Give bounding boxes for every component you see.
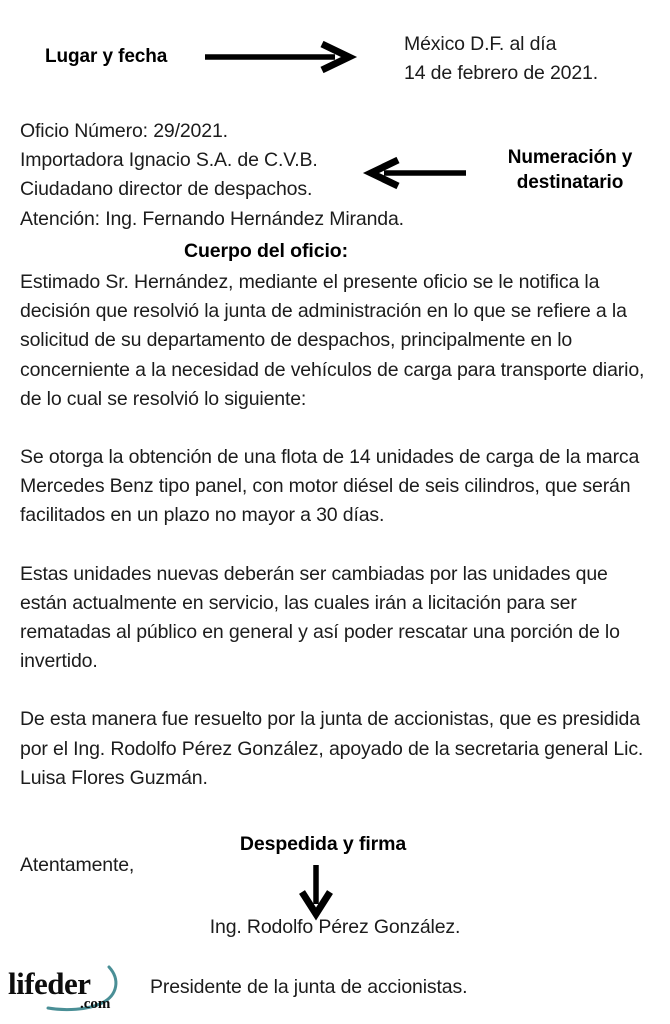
- annotation-cuerpo-del-oficio: Cuerpo del oficio:: [184, 240, 348, 262]
- lifeder-logo: [8, 962, 136, 1020]
- annotation-numeracion-line-2: destinatario: [516, 172, 624, 193]
- signature-role: Presidente de la junta de accionistas.: [150, 976, 468, 998]
- recipient-line: Ciudadano director de despachos.: [20, 178, 313, 201]
- closing-salutation: Atentamente,: [20, 854, 135, 876]
- date-line-2: 14 de febrero de 2021.: [404, 62, 599, 85]
- annotation-lugar-y-fecha: Lugar y fecha: [45, 46, 168, 67]
- arrow-left-icon: [368, 157, 468, 189]
- date-block: [404, 30, 654, 88]
- body-paragraphs: [20, 268, 648, 793]
- body-paragraph: Se otorga la obtención de una flota de 14 unidades de carga de la marca Mercedes Benz tipo panel, con motor diésel de seis cilindros, que serán facilitados en un plazo no mayor a 30 días.: [20, 446, 640, 527]
- attention-line: Atención: Ing. Fernando Hernández Miranda.: [20, 207, 404, 230]
- logo-wordmark: lifeder: [8, 966, 91, 1001]
- logo-dotcom: .com: [80, 996, 111, 1012]
- arrow-down-icon: [295, 864, 337, 916]
- arrow-right-icon: [203, 42, 353, 72]
- body-paragraph: Estas unidades nuevas deberán ser cambiadas por las unidades que están actualmente en servicio, las cuales irán a licitación para ser rematadas al público en general y así poder rescatar una porción de lo invertido.: [20, 562, 620, 673]
- annotation-numeracion-destinatario: [474, 145, 666, 195]
- oficio-number-line: Oficio Número: 29/2021.: [20, 120, 228, 142]
- annotation-despedida-y-firma: Despedida y firma: [239, 833, 407, 855]
- body-paragraph: De esta manera fue resuelto por la junta de accionistas, que es presidida por el Ing. Rodolfo Pérez González, apoyado de la secretaria general Lic. Luisa Flores Guzmán.: [20, 708, 644, 789]
- body-paragraph: Estimado Sr. Hernández, mediante el presente oficio se le notifica la decisión que resolvió la junta de administración en lo que se refiere a la solicitud de su departamento de despachos, principalmente en lo concerniente a la necesidad de vehículos de carga para transporte diario, de lo cual se resolvió lo siguiente:: [20, 271, 645, 410]
- date-line-1: México D.F. al día: [404, 33, 557, 55]
- company-line: Importadora Ignacio S.A. de C.V.B.: [20, 149, 318, 172]
- signature-name: Ing. Rodolfo Pérez González.: [209, 916, 461, 938]
- annotation-numeracion-line-1: Numeración y: [507, 147, 633, 168]
